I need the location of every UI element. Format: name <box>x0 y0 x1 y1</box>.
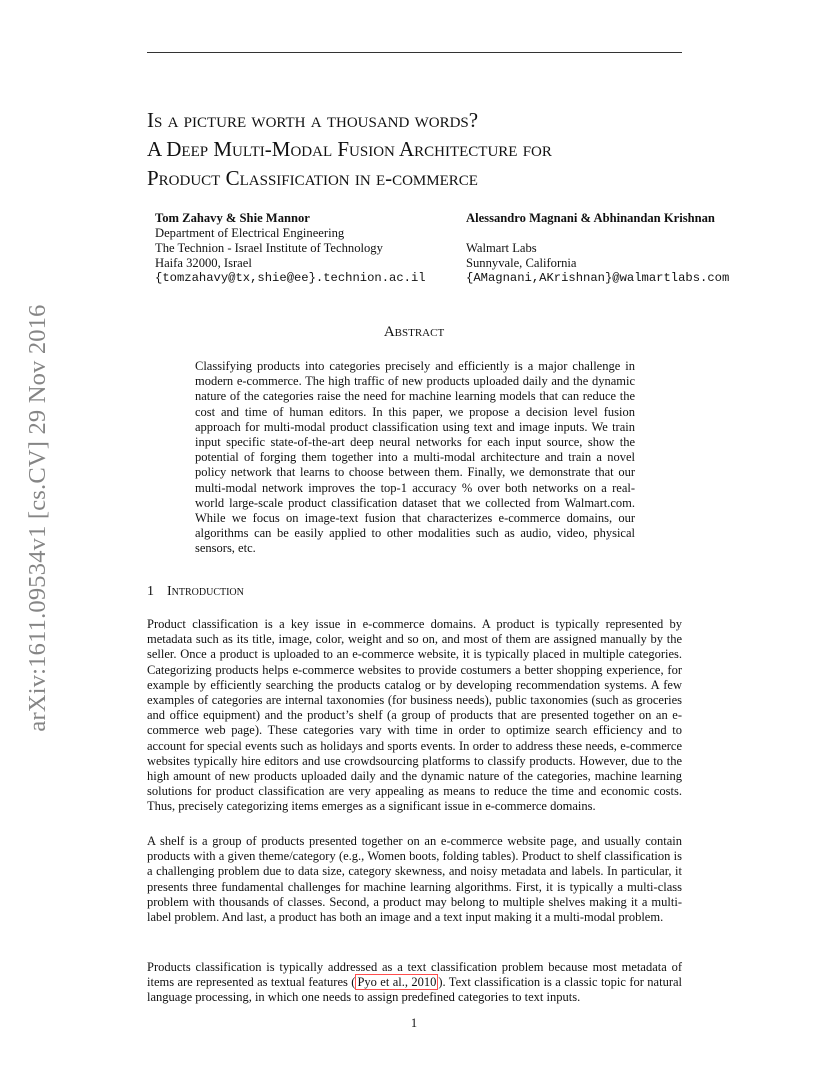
arxiv-stamp: arXiv:1611.09534v1 [cs.CV] 29 Nov 2016 <box>24 304 51 732</box>
title-line-1: Is a picture worth a thousand words? <box>147 108 479 132</box>
intro-paragraph-3-end: ). Text classification is a classic topic for natural language processing, in which one needs to assign predefined categories to text inputs. <box>147 975 682 1005</box>
abstract-text: Classifying products into categories precisely and efficiently is a major challenge in modern e-commerce. The high traffic of new products uploaded daily and the dynamic nature of the categories raise the need for machine learning models that can reduce the cost and time of human editors. In this paper, we propose a decision level fusion approach for multi-modal product classification using text and image inputs. We train input specific state-of-the-art deep neural networks for each input source, show the potential of forging them together into a multi-modal architecture and train a novel policy network that learns to choose between them. Finally, we demonstrate that our multi-modal network improves the top-1 accuracy % over both networks on a real-world large-scale product classification dataset that we collected from Walmart.com. While we focus on image-text fusion that characterizes e-commerce domains, our algorithms can be easily applied to other modalities such as audio, video, physical sensors, etc. <box>195 359 635 556</box>
author-names-left: Tom Zahavy & Shie Mannor <box>155 211 310 225</box>
section-heading <box>147 584 244 600</box>
title-line-2: A Deep Multi-Modal Fusion Architecture for <box>147 137 552 161</box>
title-line-3: Product Classification in e-commerce <box>147 166 478 190</box>
author-email-left: {tomzahavy@tx,shie@ee}.technion.ac.il <box>155 271 426 285</box>
author-spacer <box>466 226 729 241</box>
intro-paragraph-3 <box>147 960 682 1006</box>
author-department: Department of Electrical Engineering <box>155 226 345 240</box>
top-rule <box>147 52 682 53</box>
author-city-left: Haifa 32000, Israel <box>155 256 252 270</box>
author-institution-left: The Technion - Israel Institute of Technology <box>155 241 383 255</box>
paper-title <box>147 106 707 193</box>
intro-paragraph-3-start: Products classification is typically addressed as a text classification problem because most metadata of items are represented as textual features ( <box>147 960 682 990</box>
intro-paragraph-1: Product classification is a key issue in e-commerce domains. A product is typically represented by metadata such as its title, image, color, weight and so on, and most of them are assigned manually by the seller. Once a product is uploaded to an e-commerce website, it is typically placed in multiple categories. Categorizing products helps e-commerce websites to provide costumers a better shopping experience, for example by efficiently searching the products catalog or by developing recommendation systems. A few examples of categories are internal taxonomies (for business needs), public taxonomies (such as groceries and office equipment) and the product’s shelf (a group of products that are presented together on an e-commerce web page). These categories vary with time in order to optimize search efficiency and to account for special events such as holidays and sports events. In order to address these needs, e-commerce websites typically hire editors and use crowdsourcing platforms to classify products. However, due to the high amount of new products uploaded daily and the dynamic nature of the categories, machine learning solutions for product classification are very appealing as means to reduce the time and economic costs. Thus, precisely categorizing items emerges as a significant issue in e-commerce domains. <box>147 617 682 814</box>
section-number: 1 <box>147 584 154 599</box>
intro-paragraph-2: A shelf is a group of products presented together on an e-commerce website page, and usually contain products with a given theme/category (e.g., Women boots, folding tables). Product to shelf classification is a challenging problem due to data size, category skewness, and noisy metadata and labels. In particular, it presents three fundamental challenges for machine learning algorithms. First, it is typically a multi-class problem with thousands of classes. Second, a product may belong to multiple shelves making it a multi-label problem. And last, a product has both an image and a text input making it a multi-modal problem. <box>147 834 682 925</box>
author-city-right: Sunnyvale, California <box>466 256 577 270</box>
author-names-right: Alessandro Magnani & Abhinandan Krishnan <box>466 211 715 225</box>
page-number: 1 <box>410 1016 418 1030</box>
citation-link[interactable]: Pyo et al., 2010 <box>357 975 437 990</box>
author-block-left <box>155 211 426 286</box>
section-title: Introduction <box>167 584 244 599</box>
author-block-right <box>466 211 729 286</box>
abstract-heading: Abstract <box>383 324 445 340</box>
author-institution-right: Walmart Labs <box>466 241 537 255</box>
author-email-right: {AMagnani,AKrishnan}@walmartlabs.com <box>466 271 730 285</box>
